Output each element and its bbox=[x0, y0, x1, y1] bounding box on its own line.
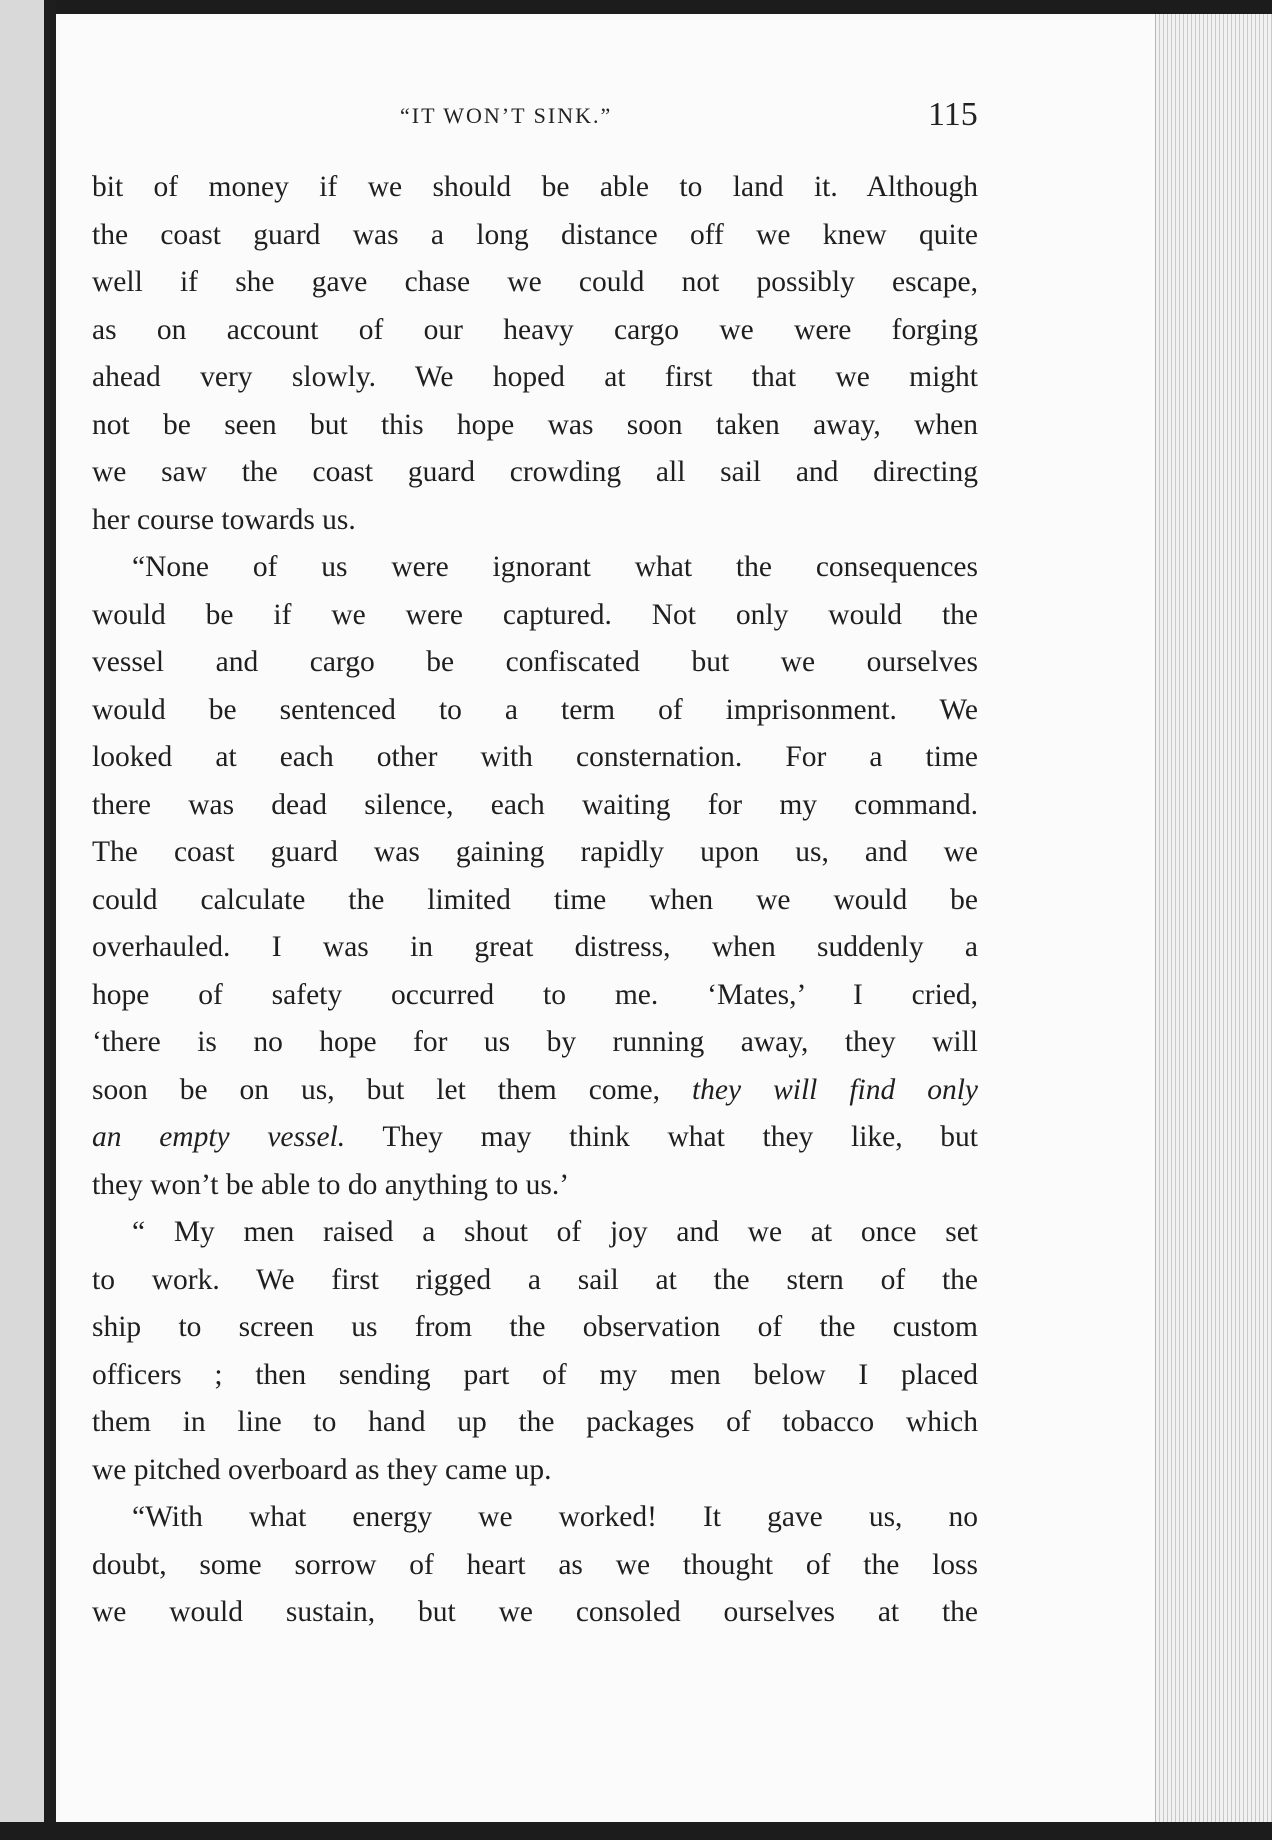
text-line-mixed bbox=[92, 1067, 978, 1115]
text-line-mixed bbox=[92, 1114, 978, 1162]
text-line: there was dead silence, each waiting for my command. bbox=[92, 788, 978, 821]
text-segment: They may think what they like, but bbox=[345, 1121, 978, 1153]
page-number: 115 bbox=[928, 96, 978, 133]
scan-border-bottom bbox=[0, 1822, 1272, 1840]
text-line: “ My men raised a shout of joy and we at once set bbox=[132, 1216, 978, 1248]
text-line: “None of us were ignorant what the consequences bbox=[132, 551, 978, 583]
text-line: would be sentenced to a term of imprisonment. We bbox=[92, 693, 978, 726]
text-line: officers ; then sending part of my men below I placed bbox=[92, 1358, 978, 1391]
text-line: hope of safety occurred to me. ‘Mates,’ I cried, bbox=[92, 978, 978, 1011]
text-line: to work. We first rigged a sail at the stern of the bbox=[92, 1263, 978, 1296]
text-line: ahead very slowly. We hoped at first that we might bbox=[92, 361, 978, 393]
italic-phrase: an empty vessel. bbox=[92, 1121, 346, 1153]
text-line: doubt, some sorrow of heart as we thought of the loss bbox=[92, 1548, 978, 1581]
text-line: would be if we were captured. Not only would the bbox=[92, 598, 978, 631]
text-line: overhauled. I was in great distress, when suddenly a bbox=[92, 931, 978, 963]
running-title: “IT WON’T SINK.” bbox=[400, 103, 613, 128]
text-line: as on account of our heavy cargo we were forging bbox=[92, 313, 978, 346]
text-line: the coast guard was a long distance off we knew quite bbox=[92, 218, 978, 251]
scan-border-top bbox=[0, 0, 1272, 14]
text-line: The coast guard was gaining rapidly upon us, and we bbox=[92, 836, 978, 868]
page-stack-edges bbox=[1155, 14, 1272, 1822]
italic-phrase: they will find only bbox=[691, 1073, 978, 1106]
facing-page-edge bbox=[0, 0, 56, 1840]
text-segment: soon be on us, but let them come, bbox=[92, 1073, 692, 1106]
text-line: could calculate the limited time when we would be bbox=[92, 883, 978, 916]
text-line: her course towards us. bbox=[92, 503, 356, 536]
text-line: “With what energy we worked! It gave us, no bbox=[132, 1501, 978, 1533]
text-line: ‘there is no hope for us by running away, they will bbox=[92, 1026, 978, 1058]
body-text bbox=[92, 164, 978, 1637]
text-line: not be seen but this hope was soon taken away, when bbox=[92, 408, 978, 441]
text-line: ship to screen us from the observation of the custom bbox=[92, 1311, 978, 1343]
text-line: looked at each other with consternation. For a time bbox=[92, 741, 978, 773]
text-line: bit of money if we should be able to land it. Although bbox=[92, 171, 978, 203]
text-line: we would sustain, but we consoled ourselves at the bbox=[92, 1596, 978, 1628]
text-line: vessel and cargo be confiscated but we ourselves bbox=[92, 646, 978, 678]
text-line: they won’t be able to do anything to us.’ bbox=[92, 1168, 570, 1201]
text-line: we pitched overboard as they came up. bbox=[92, 1453, 552, 1486]
text-line: them in line to hand up the packages of tobacco which bbox=[92, 1406, 978, 1438]
text-line: well if she gave chase we could not possibly escape, bbox=[92, 266, 978, 298]
text-line: we saw the coast guard crowding all sail and directing bbox=[92, 456, 978, 488]
